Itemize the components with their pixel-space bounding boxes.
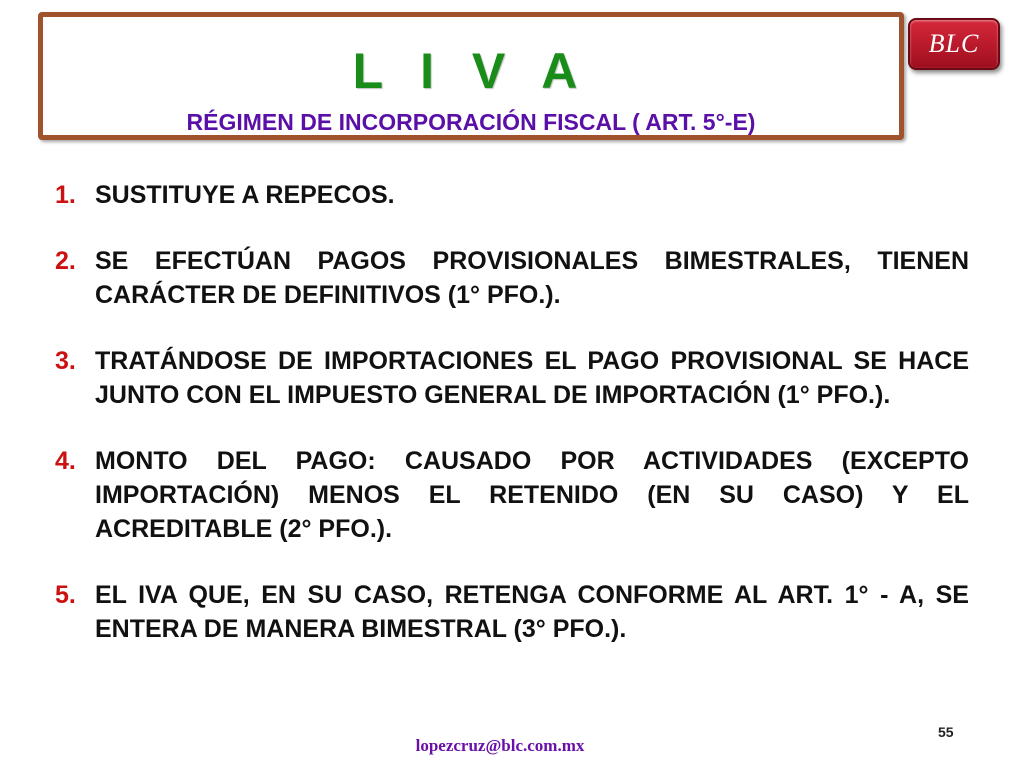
item-text: TRATÁNDOSE DE IMPORTACIONES EL PAGO PROVISIONAL SE HACE JUNTO CON EL IMPUESTO GENERAL DE IMPORTACIÓN (1° PFO.). [95, 347, 969, 409]
page-subtitle: RÉGIMEN DE INCORPORACIÓN FISCAL ( ART. 5°-E) [186, 109, 756, 135]
footer-email-link[interactable]: lopezcruz@blc.com.mx [415, 736, 585, 755]
list-item-5 [55, 578, 969, 646]
list-item-2 [55, 244, 969, 312]
item-number: 3. [55, 347, 76, 375]
blc-logo [908, 18, 1000, 70]
item-text: SUSTITUYE A REPECOS. [95, 181, 395, 209]
page-title: L I V A [352, 43, 590, 99]
list-item-3 [55, 344, 969, 412]
item-text: MONTO DEL PAGO: CAUSADO POR ACTIVIDADES (EXCEPTO IMPORTACIÓN) MENOS EL RETENIDO (EN SU CASO) Y EL ACREDITABLE (2° PFO.). [95, 447, 969, 543]
item-number: 4. [55, 447, 76, 475]
item-text: SE EFECTÚAN PAGOS PROVISIONALES BIMESTRALES, TIENEN CARÁCTER DE DEFINITIVOS (1° PFO.). [95, 247, 969, 309]
title-box [38, 12, 904, 140]
item-number: 2. [55, 247, 76, 275]
list-item-1 [55, 178, 969, 212]
list-item-4 [55, 444, 969, 546]
blc-logo-text: BLC [928, 29, 980, 58]
item-number: 5. [55, 581, 76, 609]
item-text: EL IVA QUE, EN SU CASO, RETENGA CONFORME AL ART. 1° - A, SE ENTERA DE MANERA BIMESTRAL (3° PFO.). [95, 581, 969, 643]
item-number: 1. [55, 181, 76, 209]
item-list [55, 178, 969, 678]
page-number: 55 [938, 724, 954, 740]
